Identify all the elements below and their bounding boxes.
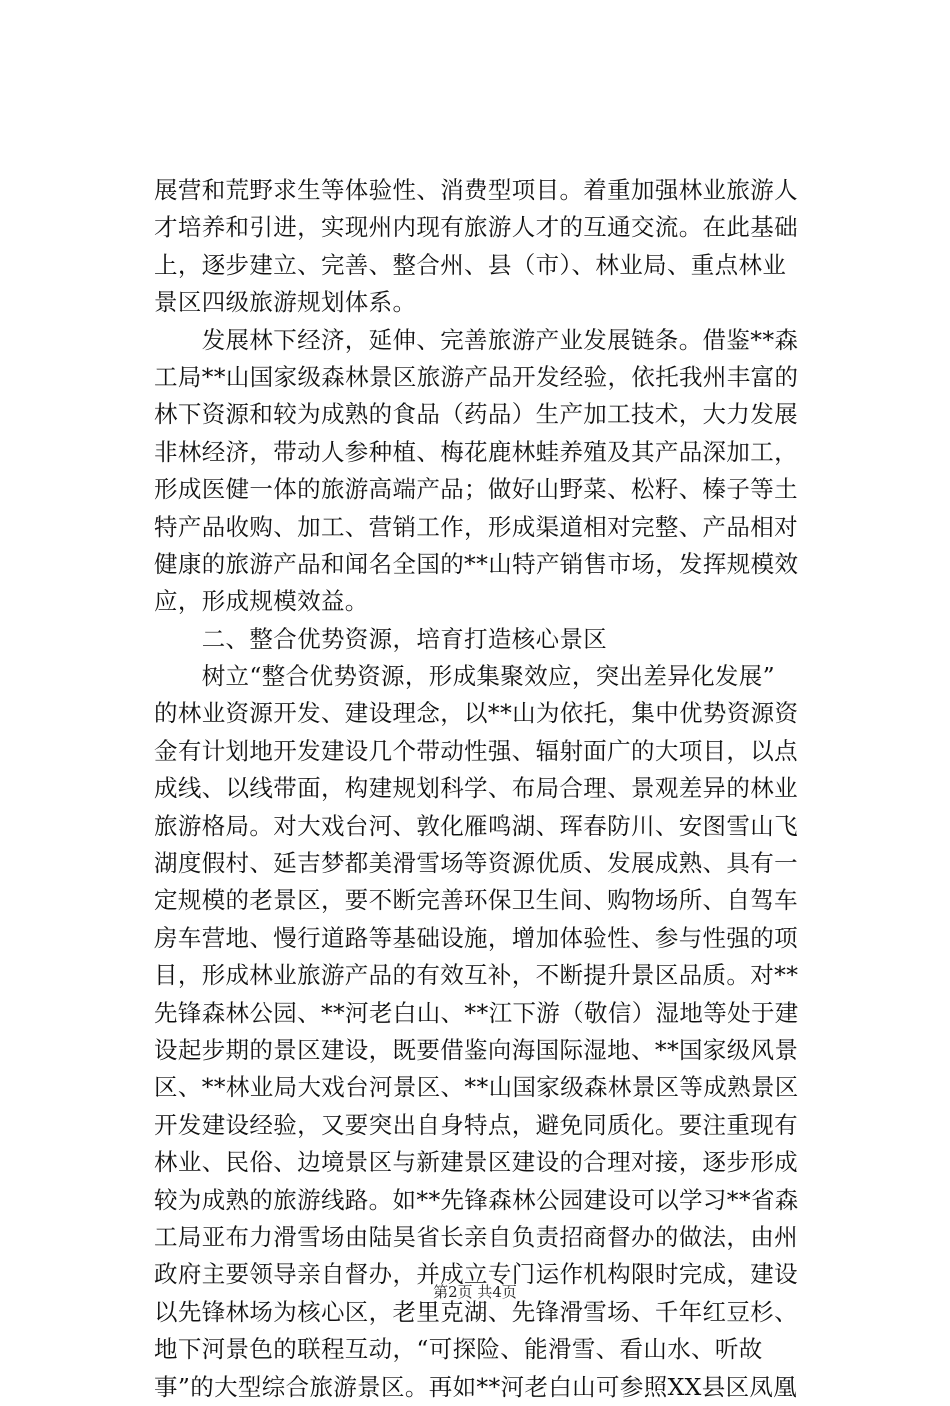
text-line: 应，形成规模效益。 — [154, 587, 369, 616]
text-line: 地下河景色的联程互动，“可探险、能滑雪、看山水、听故 — [154, 1335, 763, 1364]
page-number-footer: 第2页 共4页 — [433, 1283, 517, 1301]
text-line: 林下资源和较为成熟的食品（药品）生产加工技术，大力发展 — [154, 400, 798, 429]
document-body — [154, 172, 834, 1406]
text-line: 旅游格局。对大戏台河、敦化雁鸣湖、珲春防川、安图雪山飞 — [154, 811, 798, 840]
text-line: 的林业资源开发、建设理念，以**山为依托，集中优势资源资 — [154, 699, 799, 728]
text-line: 先锋森林公园、**河老白山、**江下游（敬信）湿地等处于建 — [154, 998, 799, 1027]
text-line: 开发建设经验，又要突出自身特点，避免同质化。要注重现有 — [154, 1110, 798, 1139]
text-line: 房车营地、慢行道路等基础设施，增加体验性、参与性强的项 — [154, 923, 798, 952]
text-line: 发展林下经济，延伸、完善旅游产业发展链条。借鉴**森 — [154, 325, 799, 354]
text-line: 景区四级旅游规划体系。 — [154, 288, 417, 317]
text-line: 工局**山国家级森林景区旅游产品开发经验，依托我州丰富的 — [154, 362, 799, 391]
text-line: 成线、以线带面，构建规划科学、布局合理、景观差异的林业 — [154, 774, 798, 803]
text-line: 林业、民俗、边境景区与新建景区建设的合理对接，逐步形成 — [154, 1148, 798, 1177]
text-line: 定规模的老景区，要不断完善环保卫生间、购物场所、自驾车 — [154, 886, 798, 915]
text-line: 目，形成林业旅游产品的有效互补，不断提升景区品质。对** — [154, 961, 799, 990]
text-line: 工局亚布力滑雪场由陆昊省长亲自负责招商督办的做法，由州 — [154, 1222, 798, 1251]
text-line: 形成医健一体的旅游高端产品；做好山野菜、松籽、榛子等土 — [154, 475, 798, 504]
text-line: 健康的旅游产品和闻名全国的**山特产销售市场，发挥规模效 — [154, 549, 799, 578]
text-line: 特产品收购、加工、营销工作，形成渠道相对完整、产品相对 — [154, 512, 798, 541]
text-line: 上，逐步建立、完善、整合州、县（市）、林业局、重点林业 — [154, 250, 787, 279]
text-line: 事”的大型综合旅游景区。再如**河老白山可参照XX县区凤凰 — [154, 1372, 798, 1401]
text-line: 才培养和引进，实现州内现有旅游人才的互通交流。在此基础 — [154, 213, 798, 242]
text-line: 以先锋林场为核心区，老里克湖、先锋滑雪场、千年红豆杉、 — [154, 1297, 798, 1326]
text-line: 较为成熟的旅游线路。如**先锋森林公园建设可以学习**省森 — [154, 1185, 799, 1214]
section-heading: 二、整合优势资源，培育打造核心景区 — [154, 624, 608, 653]
text-line: 湖度假村、延吉梦都美滑雪场等资源优质、发展成熟、具有一 — [154, 849, 798, 878]
text-line: 展营和荒野求生等体验性、消费型项目。着重加强林业旅游人 — [154, 176, 798, 204]
text-line: 金有计划地开发建设几个带动性强、辐射面广的大项目，以点 — [154, 736, 798, 765]
text-line: 区、**林业局大戏台河景区、**山国家级森林景区等成熟景区 — [154, 1073, 799, 1102]
text-line: 树立“整合优势资源，形成集聚效应，突出差异化发展” — [154, 662, 775, 691]
text-line: 设起步期的景区建设，既要借鉴向海国际湿地、**国家级风景 — [154, 1035, 799, 1064]
text-line: 非林经济，带动人参种植、梅花鹿林蛙养殖及其产品深加工， — [154, 437, 798, 466]
text-line: 政府主要领导亲自督办，并成立专门运作机构限时完成，建设 — [154, 1260, 798, 1289]
